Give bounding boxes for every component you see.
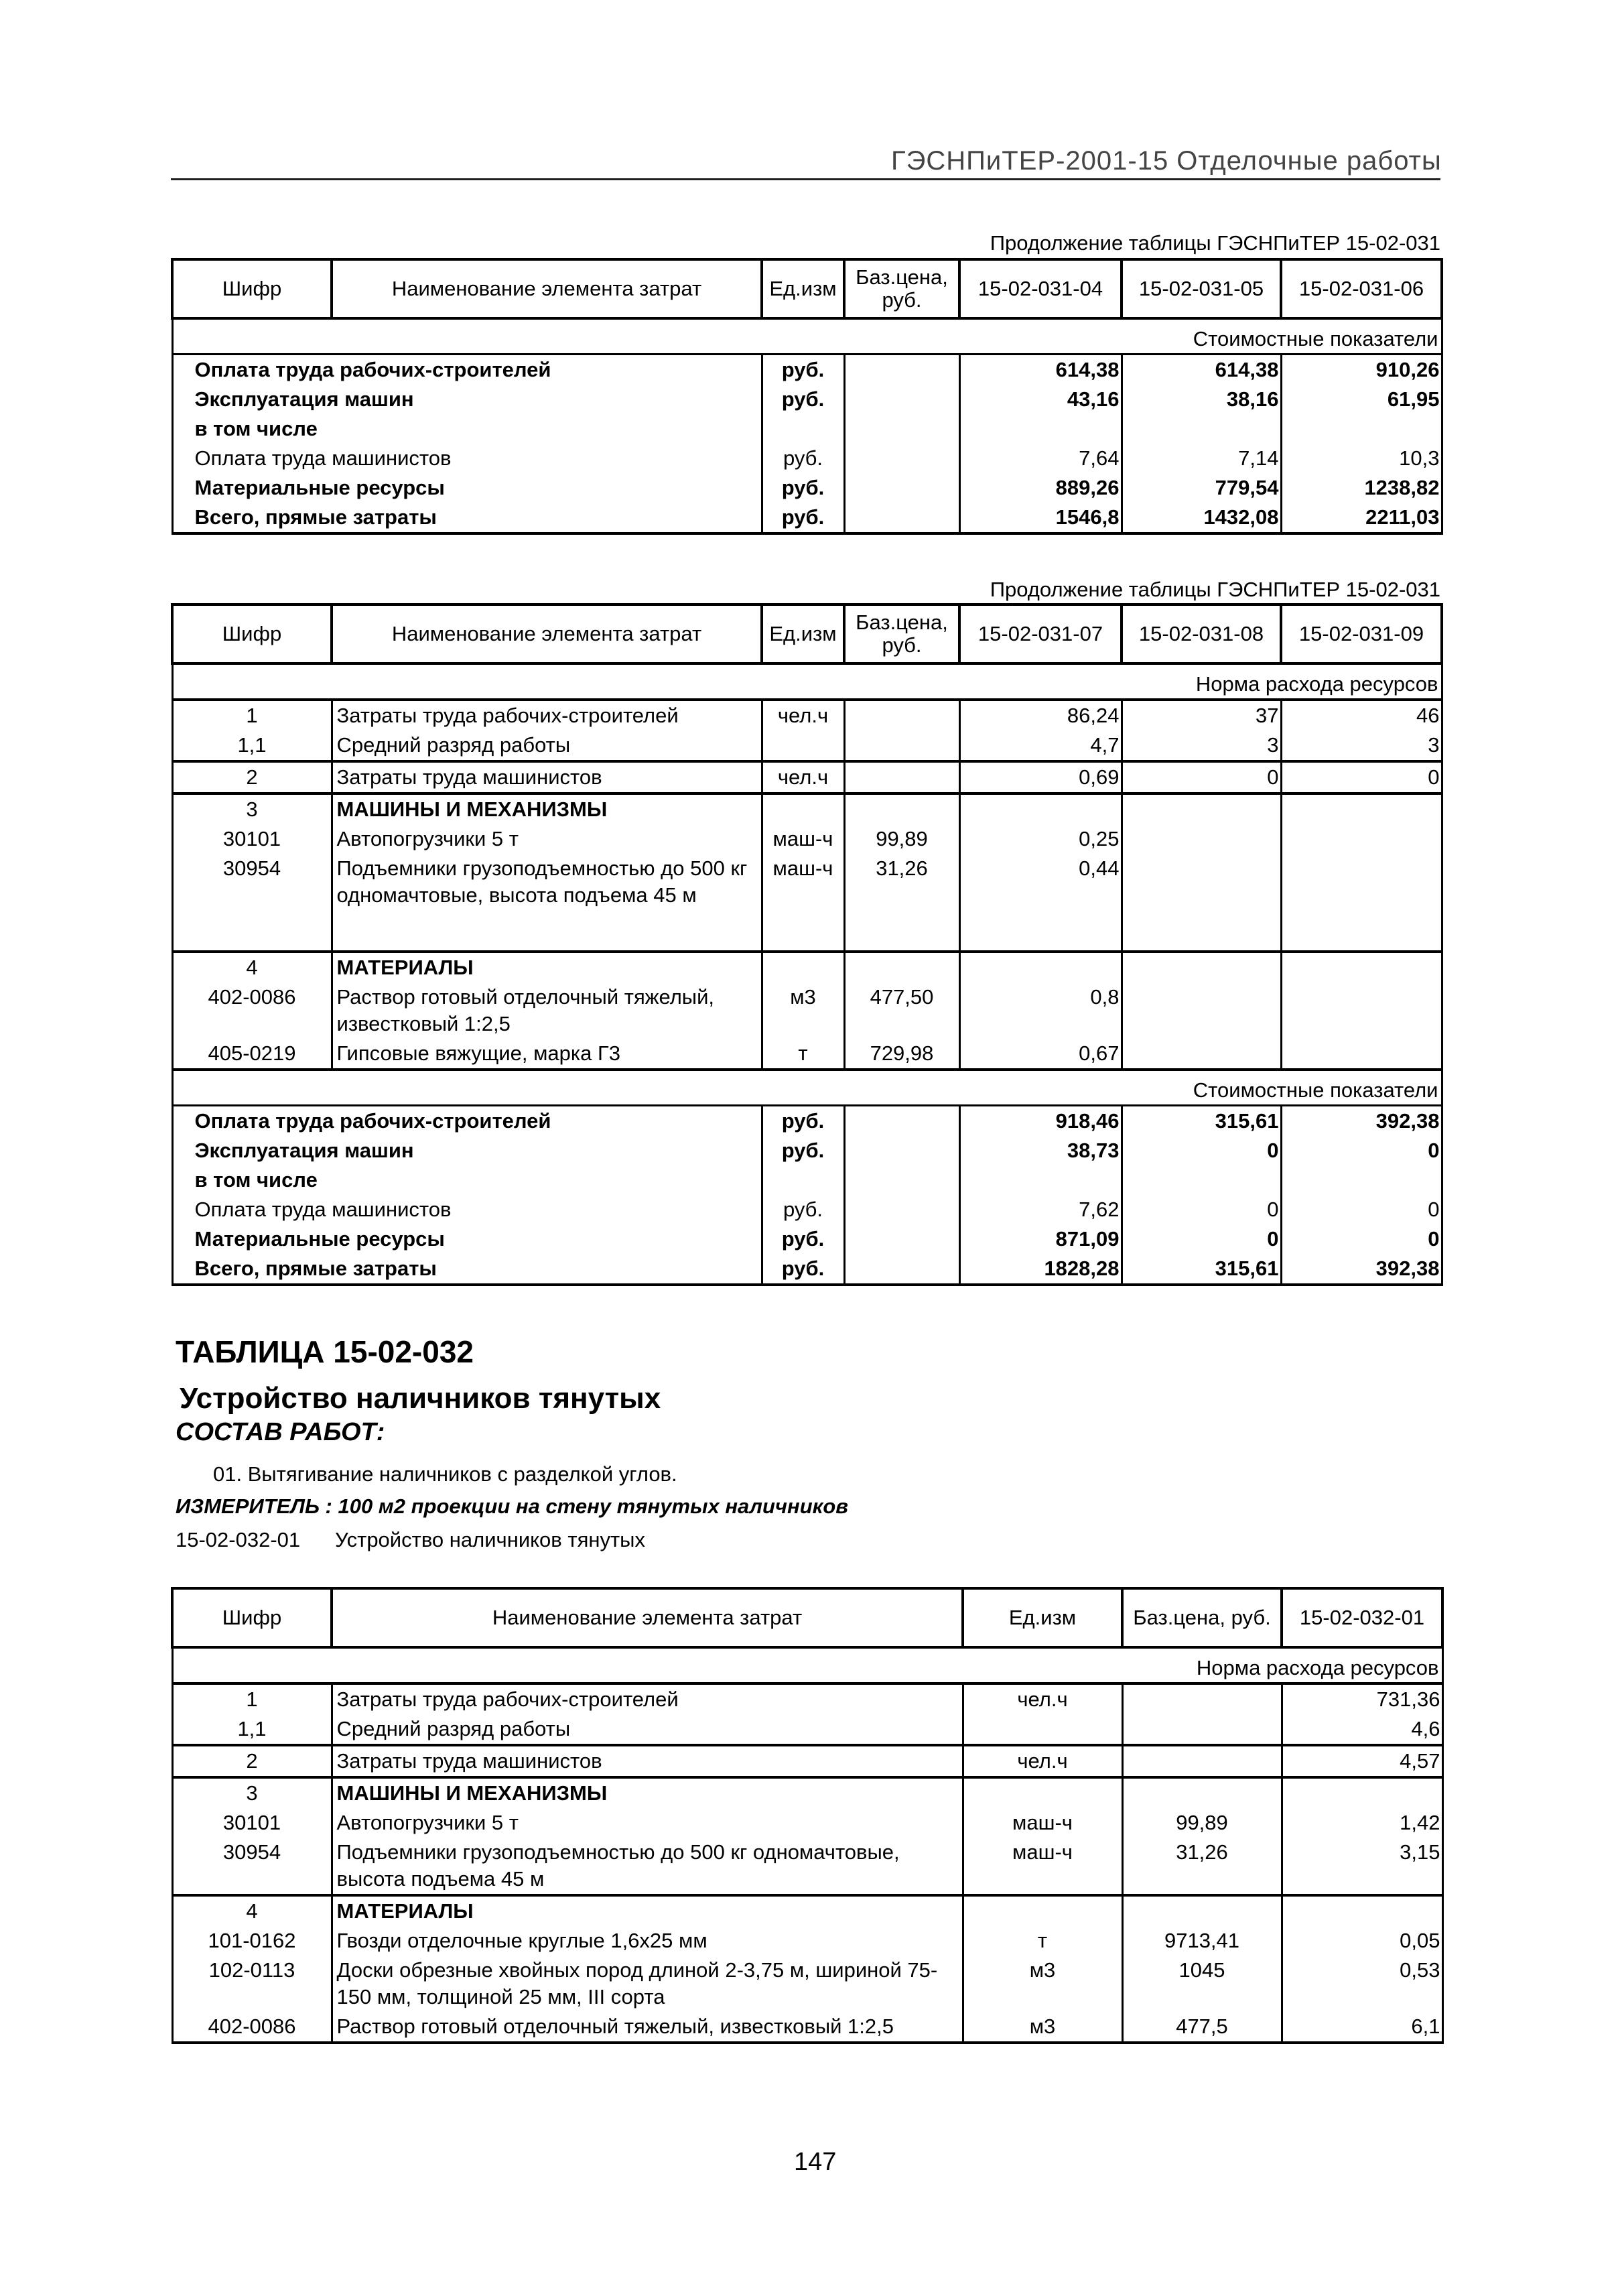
name-cell: Затраты труда рабочих-строителей <box>332 700 762 730</box>
name-cell: Затраты труда рабочих-строителей <box>332 1683 963 1714</box>
table1-container <box>171 258 1443 535</box>
table-row <box>172 2012 1442 2043</box>
price-cell <box>844 1136 959 1165</box>
value-cell: 1238,82 <box>1281 473 1442 503</box>
value-cell: 614,38 <box>959 355 1122 385</box>
value-cell: 315,61 <box>1122 1254 1281 1285</box>
name-cell: МАШИНЫ И МЕХАНИЗМЫ <box>332 793 762 824</box>
price-cell: 477,50 <box>844 982 959 1039</box>
value-cell: 0,05 <box>1282 1926 1442 1956</box>
cost-row <box>172 355 1442 385</box>
value-cell: 1546,8 <box>959 503 1122 533</box>
column-header: 15-02-031-06 <box>1281 259 1442 318</box>
unit-cell: маш-ч <box>963 1838 1122 1895</box>
value-cell: 38,73 <box>959 1136 1122 1165</box>
empty-cell <box>959 910 1122 952</box>
unit-cell: руб. <box>762 1254 844 1285</box>
unit-cell: руб. <box>762 473 844 503</box>
value-cell: 392,38 <box>1281 1106 1442 1137</box>
price-cell: 31,26 <box>844 854 959 910</box>
code-cell: 4 <box>172 952 332 982</box>
value-cell: 0 <box>1281 1224 1442 1254</box>
table-row <box>172 761 1442 793</box>
name-cell: Подъемники грузоподъемностью до 500 кг одномачтовые, высота подъема 45 м <box>332 1838 963 1895</box>
name-cell: Раствор готовый отделочный тяжелый, известковый 1:2,5 <box>332 982 762 1039</box>
table-15-02-032 <box>171 1587 1444 2044</box>
value-cell <box>1281 982 1442 1039</box>
price-cell <box>844 761 959 793</box>
code-cell: 402-0086 <box>172 2012 332 2043</box>
column-header: 15-02-031-08 <box>1122 604 1281 663</box>
price-cell <box>1122 1777 1282 1808</box>
table-row <box>172 1808 1442 1838</box>
column-header: 15-02-031-09 <box>1281 604 1442 663</box>
running-header: ГЭСНПиТЕР-2001-15 Отделочные работы <box>891 146 1442 176</box>
empty-cell <box>332 910 762 952</box>
value-cell: 0,44 <box>959 854 1122 910</box>
cost-row <box>172 473 1442 503</box>
table-subtitle: Устройство наличников тянутых <box>180 1382 661 1415</box>
cost-name-cell: Всего, прямые затраты <box>172 1254 762 1285</box>
header-rule <box>171 178 1440 180</box>
column-header: Баз.цена, руб. <box>844 259 959 318</box>
norm-code: 15-02-032-01 <box>176 1528 301 1551</box>
unit-cell <box>963 1714 1122 1745</box>
table-title: ТАБЛИЦА 15-02-032 <box>176 1334 474 1369</box>
price-cell: 1045 <box>1122 1956 1282 2012</box>
price-cell <box>844 444 959 473</box>
spacer-row <box>172 910 1442 952</box>
price-cell <box>844 473 959 503</box>
unit-cell: т <box>963 1926 1122 1956</box>
cost-name-cell: Всего, прямые затраты <box>172 503 762 533</box>
unit-cell <box>762 793 844 824</box>
code-cell: 1 <box>172 700 332 730</box>
value-cell <box>1282 1777 1442 1808</box>
cost-name-cell: в том числе <box>172 1165 762 1195</box>
value-cell <box>1281 793 1442 824</box>
table-row <box>172 730 1442 761</box>
price-cell: 477,5 <box>1122 2012 1282 2043</box>
cost-row <box>172 1224 1442 1254</box>
column-header: Шифр <box>172 604 332 663</box>
price-cell <box>1122 1895 1282 1926</box>
code-cell: 30954 <box>172 1838 332 1895</box>
column-header: Ед.изм <box>963 1588 1122 1647</box>
price-cell: 31,26 <box>1122 1838 1282 1895</box>
value-cell <box>1122 854 1281 910</box>
table3-container <box>171 1587 1444 2044</box>
value-cell: 1828,28 <box>959 1254 1122 1285</box>
table-15-02-031-part2 <box>171 603 1443 1286</box>
table-row <box>172 952 1442 982</box>
value-cell: 0 <box>1122 1224 1281 1254</box>
cost-row <box>172 414 1442 444</box>
name-cell: МАТЕРИАЛЫ <box>332 952 762 982</box>
value-cell: 2211,03 <box>1281 503 1442 533</box>
unit-cell: чел.ч <box>762 761 844 793</box>
value-cell: 4,57 <box>1282 1745 1442 1777</box>
value-cell: 61,95 <box>1281 385 1442 414</box>
value-cell: 0 <box>1281 1195 1442 1224</box>
empty-cell <box>1281 910 1442 952</box>
value-cell: 731,36 <box>1282 1683 1442 1714</box>
name-cell: Гипсовые вяжущие, марка Г3 <box>332 1039 762 1070</box>
cost-name-cell: Оплата труда машинистов <box>172 444 762 473</box>
price-cell <box>844 414 959 444</box>
value-cell: 889,26 <box>959 473 1122 503</box>
price-cell <box>844 1224 959 1254</box>
value-cell <box>959 793 1122 824</box>
price-cell <box>844 952 959 982</box>
unit-cell <box>963 1895 1122 1926</box>
unit-cell: руб. <box>762 444 844 473</box>
value-cell <box>1281 824 1442 854</box>
section-row <box>172 318 1442 355</box>
cost-name-cell: Оплата труда рабочих-строителей <box>172 355 762 385</box>
table2-container <box>171 603 1443 1286</box>
unit-cell <box>762 730 844 761</box>
unit-cell: чел.ч <box>963 1683 1122 1714</box>
name-cell: Средний разряд работы <box>332 1714 963 1745</box>
code-cell: 30954 <box>172 854 332 910</box>
price-cell: 99,89 <box>844 824 959 854</box>
table-row <box>172 982 1442 1039</box>
name-cell: Гвозди отделочные круглые 1,6х25 мм <box>332 1926 963 1956</box>
table-row <box>172 824 1442 854</box>
table-row <box>172 1838 1442 1895</box>
code-cell: 3 <box>172 1777 332 1808</box>
value-cell: 7,14 <box>1122 444 1281 473</box>
code-cell: 30101 <box>172 1808 332 1838</box>
code-cell: 405-0219 <box>172 1039 332 1070</box>
unit-cell: м3 <box>963 1956 1122 2012</box>
value-cell <box>1122 414 1281 444</box>
price-cell <box>844 1165 959 1195</box>
value-cell: 0,53 <box>1282 1956 1442 2012</box>
value-cell: 3 <box>1122 730 1281 761</box>
unit-cell: руб. <box>762 1224 844 1254</box>
table-row <box>172 793 1442 824</box>
empty-cell <box>1122 910 1281 952</box>
name-cell: Затраты труда машинистов <box>332 761 762 793</box>
value-cell <box>1282 1895 1442 1926</box>
table-row <box>172 1714 1442 1745</box>
table-row <box>172 854 1442 910</box>
empty-cell <box>844 910 959 952</box>
value-cell <box>959 414 1122 444</box>
empty-cell <box>762 910 844 952</box>
price-cell <box>1122 1745 1282 1777</box>
column-header: Шифр <box>172 1588 332 1647</box>
value-cell: 0 <box>1281 761 1442 793</box>
value-cell: 1,42 <box>1282 1808 1442 1838</box>
cost-name-cell: Эксплуатация машин <box>172 385 762 414</box>
empty-cell <box>172 910 332 952</box>
unit-cell: руб. <box>762 1195 844 1224</box>
value-cell: 0 <box>1122 1195 1281 1224</box>
price-cell <box>844 793 959 824</box>
name-cell: Автопогрузчики 5 т <box>332 1808 963 1838</box>
value-cell: 7,62 <box>959 1195 1122 1224</box>
section-label-norm: Норма расхода ресурсов <box>172 1647 1442 1683</box>
cost-name-cell: Эксплуатация машин <box>172 1136 762 1165</box>
value-cell <box>959 1165 1122 1195</box>
code-cell: 402-0086 <box>172 982 332 1039</box>
work-item: 01. Вытягивание наличников с разделкой углов. <box>213 1462 677 1486</box>
unit-cell <box>963 1777 1122 1808</box>
section-label-cost: Стоимостные показатели <box>172 1070 1442 1106</box>
unit-cell: руб. <box>762 1136 844 1165</box>
column-header: Ед.изм <box>762 604 844 663</box>
unit-cell: маш-ч <box>762 824 844 854</box>
value-cell <box>1122 1165 1281 1195</box>
price-cell <box>1122 1683 1282 1714</box>
value-cell <box>1281 854 1442 910</box>
name-cell: МАТЕРИАЛЫ <box>332 1895 963 1926</box>
unit-cell: руб. <box>762 1106 844 1137</box>
column-header: Ед.изм <box>762 259 844 318</box>
value-cell <box>1281 952 1442 982</box>
value-cell: 779,54 <box>1122 473 1281 503</box>
section-row <box>172 1070 1442 1106</box>
value-cell: 392,38 <box>1281 1254 1442 1285</box>
table-row <box>172 1039 1442 1070</box>
value-cell: 1432,08 <box>1122 503 1281 533</box>
cost-row <box>172 1106 1442 1137</box>
header-row <box>172 259 1442 318</box>
value-cell: 0,8 <box>959 982 1122 1039</box>
table-row <box>172 1895 1442 1926</box>
name-cell: Затраты труда машинистов <box>332 1745 963 1777</box>
name-cell: Автопогрузчики 5 т <box>332 824 762 854</box>
value-cell: 614,38 <box>1122 355 1281 385</box>
column-header: Баз.цена, руб. <box>844 604 959 663</box>
unit-cell: руб. <box>762 385 844 414</box>
cost-row <box>172 444 1442 473</box>
value-cell: 910,26 <box>1281 355 1442 385</box>
header-row <box>172 1588 1442 1647</box>
column-header: Шифр <box>172 259 332 318</box>
code-cell: 2 <box>172 1745 332 1777</box>
value-cell <box>1122 982 1281 1039</box>
value-cell: 3,15 <box>1282 1838 1442 1895</box>
price-cell: 729,98 <box>844 1039 959 1070</box>
value-cell: 10,3 <box>1281 444 1442 473</box>
value-cell <box>1281 1165 1442 1195</box>
table-row <box>172 1683 1442 1714</box>
section-row <box>172 663 1442 700</box>
value-cell <box>1122 793 1281 824</box>
column-header: Баз.цена, руб. <box>1122 1588 1282 1647</box>
header-row <box>172 604 1442 663</box>
value-cell <box>1122 952 1281 982</box>
norm-name: Устройство наличников тянутых <box>335 1528 645 1551</box>
column-header: Наименование элемента затрат <box>332 1588 963 1647</box>
table2-caption: Продолжение таблицы ГЭСНПиТЕР 15-02-031 <box>990 578 1440 601</box>
column-header: 15-02-031-05 <box>1122 259 1281 318</box>
price-cell <box>844 730 959 761</box>
price-cell <box>1122 1714 1282 1745</box>
code-cell: 102-0113 <box>172 1956 332 2012</box>
code-cell: 1 <box>172 1683 332 1714</box>
table-15-02-031-part1 <box>171 258 1443 535</box>
price-cell <box>844 503 959 533</box>
column-header: Наименование элемента затрат <box>332 259 762 318</box>
unit-cell <box>762 414 844 444</box>
price-cell <box>844 700 959 730</box>
value-cell: 0 <box>1122 1136 1281 1165</box>
name-cell: МАШИНЫ И МЕХАНИЗМЫ <box>332 1777 963 1808</box>
table-row <box>172 1777 1442 1808</box>
value-cell: 0,69 <box>959 761 1122 793</box>
cost-name-cell: Оплата труда рабочих-строителей <box>172 1106 762 1137</box>
cost-name-cell: Материальные ресурсы <box>172 473 762 503</box>
table-row <box>172 700 1442 730</box>
unit-cell: чел.ч <box>963 1745 1122 1777</box>
value-cell: 871,09 <box>959 1224 1122 1254</box>
cost-row <box>172 1165 1442 1195</box>
value-cell <box>1122 1039 1281 1070</box>
value-cell <box>1281 1039 1442 1070</box>
section-row <box>172 1647 1442 1683</box>
price-cell <box>844 1106 959 1137</box>
unit-cell: чел.ч <box>762 700 844 730</box>
price-cell <box>844 355 959 385</box>
value-cell: 0,67 <box>959 1039 1122 1070</box>
value-cell: 46 <box>1281 700 1442 730</box>
value-cell <box>1122 824 1281 854</box>
code-cell: 101-0162 <box>172 1926 332 1956</box>
unit-cell: т <box>762 1039 844 1070</box>
value-cell: 7,64 <box>959 444 1122 473</box>
value-cell: 4,7 <box>959 730 1122 761</box>
code-cell: 2 <box>172 761 332 793</box>
cost-row <box>172 1195 1442 1224</box>
unit-cell <box>762 1165 844 1195</box>
name-cell: Подъемники грузоподъемностью до 500 кг одномачтовые, высота подъема 45 м <box>332 854 762 910</box>
unit-cell: руб. <box>762 503 844 533</box>
unit-cell: маш-ч <box>762 854 844 910</box>
value-cell <box>1281 414 1442 444</box>
value-cell: 37 <box>1122 700 1281 730</box>
table-row <box>172 1745 1442 1777</box>
price-cell <box>844 1195 959 1224</box>
cost-name-cell: Оплата труда машинистов <box>172 1195 762 1224</box>
cost-name-cell: в том числе <box>172 414 762 444</box>
price-cell <box>844 1254 959 1285</box>
work-composition-label: СОСТАВ РАБОТ: <box>176 1418 385 1446</box>
column-header: Наименование элемента затрат <box>332 604 762 663</box>
unit-cell: м3 <box>762 982 844 1039</box>
table1-caption: Продолжение таблицы ГЭСНПиТЕР 15-02-031 <box>990 231 1440 255</box>
code-cell: 3 <box>172 793 332 824</box>
name-cell: Раствор готовый отделочный тяжелый, известковый 1:2,5 <box>332 2012 963 2043</box>
value-cell: 0 <box>1281 1136 1442 1165</box>
cost-row <box>172 503 1442 533</box>
meter-line: ИЗМЕРИТЕЛЬ : 100 м2 проекции на стену тянутых наличников <box>176 1494 849 1518</box>
column-header: 15-02-031-04 <box>959 259 1122 318</box>
cost-row <box>172 1254 1442 1285</box>
code-cell: 4 <box>172 1895 332 1926</box>
price-cell: 99,89 <box>1122 1808 1282 1838</box>
value-cell: 0 <box>1122 761 1281 793</box>
unit-cell: руб. <box>762 355 844 385</box>
name-cell: Доски обрезные хвойных пород длиной 2-3,75 м, шириной 75-150 мм, толщиной 25 мм, III сорта <box>332 1956 963 2012</box>
value-cell: 38,16 <box>1122 385 1281 414</box>
column-header: 15-02-031-07 <box>959 604 1122 663</box>
unit-cell: маш-ч <box>963 1808 1122 1838</box>
cost-row <box>172 385 1442 414</box>
value-cell: 315,61 <box>1122 1106 1281 1137</box>
code-cell: 1,1 <box>172 1714 332 1745</box>
price-cell <box>844 385 959 414</box>
value-cell: 6,1 <box>1282 2012 1442 2043</box>
code-cell: 1,1 <box>172 730 332 761</box>
unit-cell <box>762 952 844 982</box>
value-cell: 0,25 <box>959 824 1122 854</box>
code-cell: 30101 <box>172 824 332 854</box>
page-number: 147 <box>794 2148 837 2176</box>
value-cell <box>959 952 1122 982</box>
cost-row <box>172 1136 1442 1165</box>
value-cell: 86,24 <box>959 700 1122 730</box>
value-cell: 43,16 <box>959 385 1122 414</box>
table-row <box>172 1926 1442 1956</box>
value-cell: 918,46 <box>959 1106 1122 1137</box>
value-cell: 4,6 <box>1282 1714 1442 1745</box>
section-label-cost: Стоимостные показатели <box>172 318 1442 355</box>
section-label-norm: Норма расхода ресурсов <box>172 663 1442 700</box>
name-cell: Средний разряд работы <box>332 730 762 761</box>
value-cell: 3 <box>1281 730 1442 761</box>
cost-name-cell: Материальные ресурсы <box>172 1224 762 1254</box>
column-header: 15-02-032-01 <box>1282 1588 1442 1647</box>
unit-cell: м3 <box>963 2012 1122 2043</box>
table-row <box>172 1956 1442 2012</box>
price-cell: 9713,41 <box>1122 1926 1282 1956</box>
